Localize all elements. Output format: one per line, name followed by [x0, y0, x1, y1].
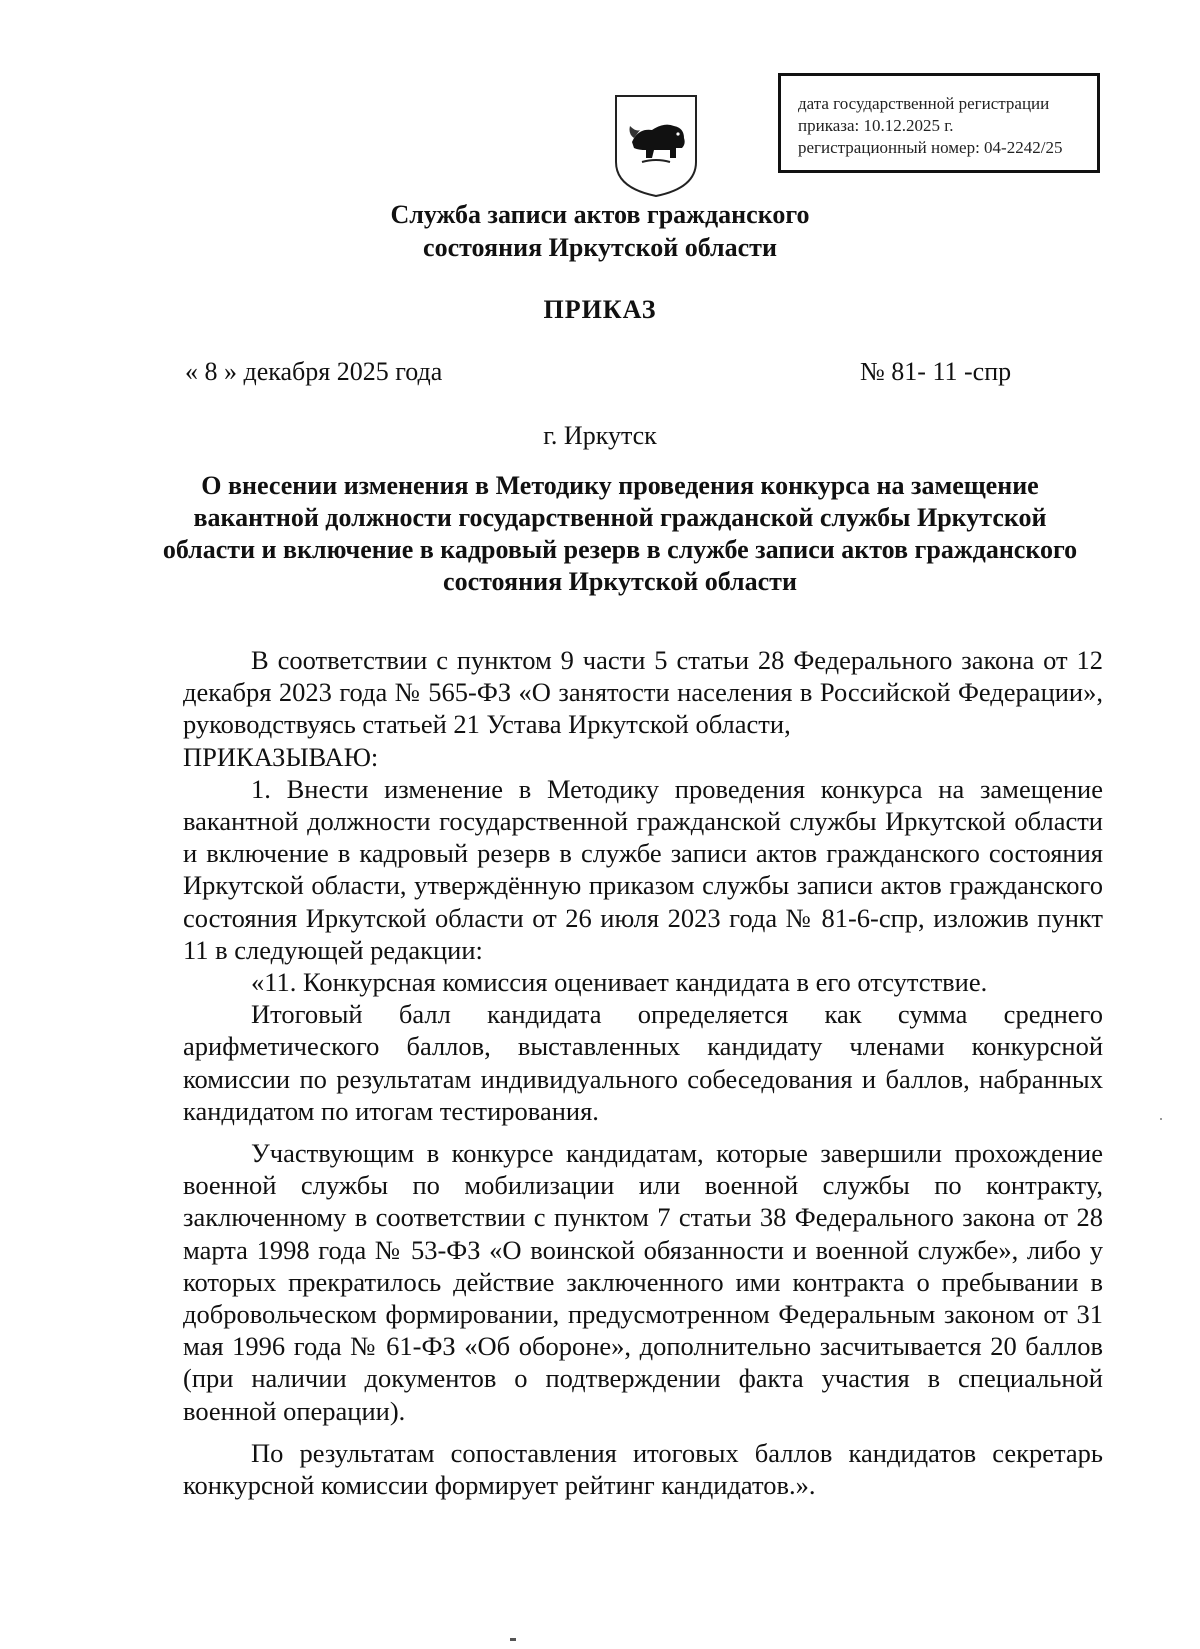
document-city: г. Иркутск — [543, 421, 657, 450]
organization-name-line-1: Служба записи актов гражданского — [390, 200, 810, 229]
registration-line-1: дата государственной регистрации — [798, 94, 1050, 113]
registration-line-2: приказа: 10.12.2025 г. — [798, 116, 954, 135]
organization-name-line-2: состояния Иркутской области — [423, 233, 777, 262]
document-date: « 8 » декабря 2025 года — [185, 357, 443, 386]
quote-paragraph-1: «11. Конкурсная комиссия оценивает кандидата в его отсутствие. — [251, 967, 988, 998]
document-title: ПРИКАЗ — [543, 295, 657, 324]
document-number: № 81- 11 -спр — [860, 357, 1012, 386]
registration-stamp — [778, 73, 1100, 173]
item-1-paragraph: 1. Внести изменение в Методику проведения конкурса на замещение вакантной должности государственной гражданской службы Иркутской области и включение в кадровый резерв в службе записи актов гражданского состояния Иркутской области, утверждённую приказом службы записи актов гражданского состояния Иркутской области от 26 июля 2023 года № 81-6-спр, изложив пункт 11 в следующей редакции: — [183, 773, 1103, 965]
page-bottom-mark — [510, 1638, 516, 1641]
preamble-paragraph: В соответствии с пунктом 9 части 5 статьи 28 Федерального закона от 12 декабря 2023 года № 565-ФЗ «О занятости населения в Российской Федерации», руководствуясь статьей 21 Устава Иркутской области, — [183, 645, 1103, 740]
scan-speck — [1160, 1118, 1162, 1120]
registration-line-3: регистрационный номер: 04-2242/25 — [798, 138, 1063, 157]
quote-paragraph-4: По результатам сопоставления итоговых баллов кандидатов секретарь конкурсной комиссии формирует рейтинг кандидатов.». — [183, 1437, 1103, 1501]
coat-of-arms-icon — [612, 92, 700, 200]
document-subject: О внесении изменения в Методику проведения конкурса на замещение вакантной должности государственной гражданской службы Иркутской области и включение в кадровый резерв в службе записи актов гражданского состояния Иркутской области — [162, 471, 1078, 596]
quote-paragraph-3: Участвующим в конкурсе кандидатам, которые завершили прохождение военной службы по мобилизации или военной службы по контракту, заключенному в соответствии с пунктом 7 статьи 38 Федерального закона от 28 марта 1998 года № 53-ФЗ «О воинской обязанности и военной службе», либо у которых прекратилось действие заключенного ими контракта о пребывании в добровольческом формировании, предусмотренном Федеральным законом от 31 мая 1996 года № 61-ФЗ «Об обороне», дополнительно засчитывается 20 баллов (при наличии документов о подтверждении факта участия в специальной военной операции). — [183, 1138, 1103, 1426]
document-body — [183, 644, 1103, 1501]
order-word: ПРИКАЗЫВАЮ: — [183, 741, 379, 772]
quote-paragraph-2: Итоговый балл кандидата определяется как сумма среднего арифметического баллов, выставленных кандидату членами конкурсной комиссии по результатам индивидуального собеседования и баллов, набранных кандидатом по итогам тестирования. — [183, 999, 1103, 1126]
